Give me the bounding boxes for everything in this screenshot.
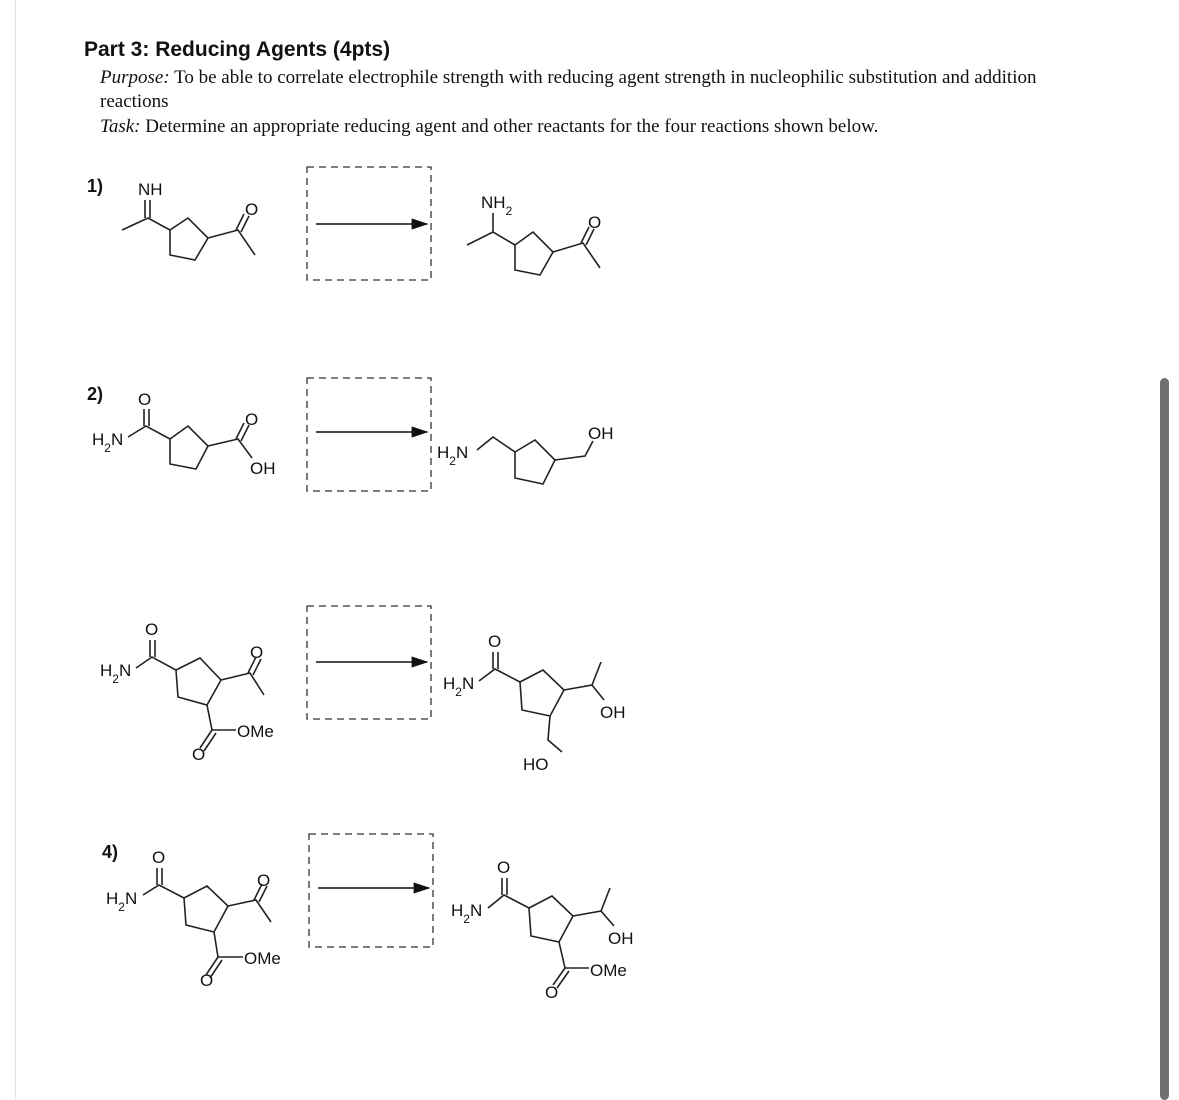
atom-label: O	[145, 620, 159, 639]
product-molecule	[443, 632, 626, 774]
atom-label: O	[588, 213, 602, 232]
atom-label: OH	[250, 459, 276, 478]
reaction-3	[100, 606, 626, 774]
atom-label: O	[138, 390, 152, 409]
reaction-1	[87, 167, 601, 280]
atom-label: $H_2N$	[106, 889, 138, 914]
atom-label: O	[192, 745, 206, 764]
reactant-molecule	[100, 620, 274, 764]
reaction-number: 4)	[102, 842, 119, 862]
purpose-body: To be able to correlate electrophile strength with reducing agent strength in nucleophilic substitution and addition reactions	[100, 67, 1037, 112]
reactant-molecule	[92, 390, 276, 478]
product-molecule	[467, 193, 601, 275]
atom-label: OMe	[244, 949, 281, 968]
atom-label: $H_2N$	[437, 443, 469, 468]
atom-label: $H_2N$	[451, 901, 483, 926]
atom-label: $H_2N$	[443, 674, 475, 699]
vertical-scrollbar[interactable]	[1160, 378, 1169, 1100]
atom-label: $H_2N$	[92, 430, 124, 455]
reaction-2	[87, 378, 614, 491]
atom-label: O	[250, 643, 264, 662]
atom-label: OMe	[237, 722, 274, 741]
atom-label: O	[245, 200, 259, 219]
atom-label: OH	[608, 929, 634, 948]
atom-label: $H_2N$	[100, 661, 132, 686]
reagent-box[interactable]	[309, 834, 433, 947]
reactant-molecule	[122, 180, 258, 260]
atom-label: HO	[523, 755, 549, 774]
task-body: Determine an appropriate reducing agent and other reactants for the four reactions shown below.	[145, 116, 879, 137]
atom-label: O	[152, 848, 166, 867]
purpose-label: Purpose:	[100, 67, 170, 88]
atom-label: O	[497, 858, 511, 877]
reaction-number: 2)	[87, 384, 104, 404]
atom-label: OH	[600, 703, 626, 722]
product-molecule	[437, 424, 614, 484]
section-heading: Part 3: Reducing Agents (4pts)	[84, 38, 391, 61]
reagent-box[interactable]	[307, 378, 431, 491]
atom-label: O	[488, 632, 502, 651]
atom-label: O	[257, 871, 271, 890]
product-molecule	[451, 858, 634, 1002]
reactant-molecule	[106, 848, 281, 990]
atom-label: O	[245, 410, 259, 429]
task-label: Task:	[100, 116, 141, 137]
atom-label: OH	[588, 424, 614, 443]
atom-label: NH	[138, 180, 163, 199]
atom-label: O	[545, 983, 559, 1002]
reaction-4	[102, 834, 634, 1002]
atom-label: O	[200, 971, 214, 990]
reaction-number: 1)	[87, 176, 104, 196]
atom-label: OMe	[590, 961, 627, 980]
atom-label: $NH_2$	[481, 193, 513, 218]
